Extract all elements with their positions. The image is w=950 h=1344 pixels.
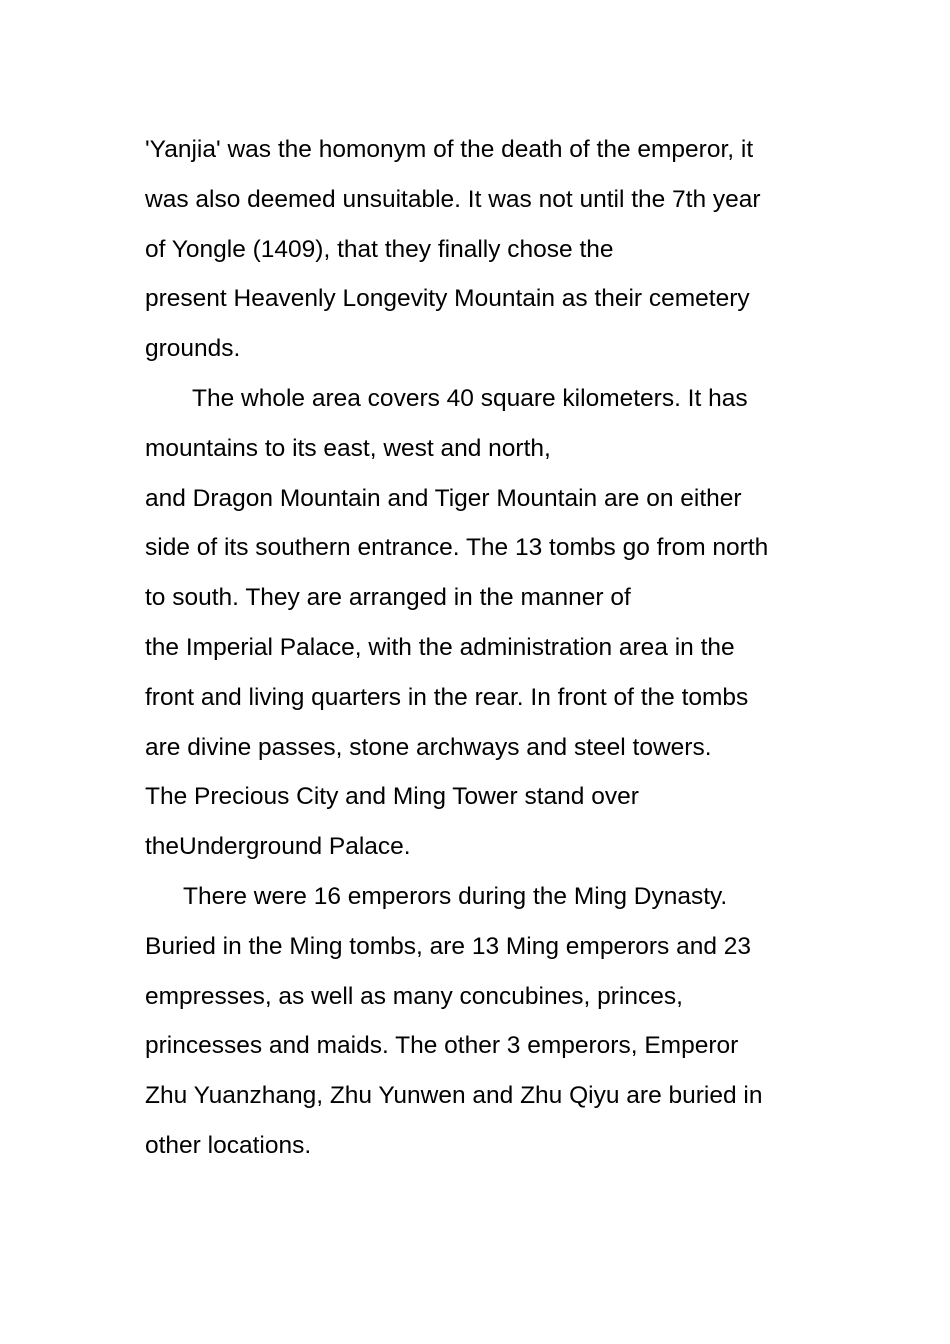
paragraph-1: [145, 125, 845, 374]
text-line: empresses, as well as many concubines, princes,: [145, 982, 683, 1010]
text-line: of Yongle (1409), that they finally chose the: [145, 235, 614, 263]
text-line: princesses and maids. The other 3 emperors, Emperor: [145, 1032, 739, 1060]
text-line: 'Yanjia' was the homonym of the death of the emperor, it: [145, 136, 754, 163]
text-line: side of its southern entrance. The 13 tombs go from north: [145, 534, 769, 562]
text-line: The whole area covers 40 square kilometers. It has: [192, 384, 748, 412]
text-line: front and living quarters in the rear. In front of the tombs: [145, 683, 749, 711]
text-line: other locations.: [145, 1131, 312, 1159]
text-line: and Dragon Mountain and Tiger Mountain are on either: [145, 484, 742, 512]
text-line: theUnderground Palace.: [145, 833, 411, 861]
text-line: the Imperial Palace, with the administration area in the: [145, 633, 735, 661]
text-line: The Precious City and Ming Tower stand over: [145, 783, 639, 811]
paragraph-3: [145, 872, 845, 1171]
document-body: [145, 125, 845, 1171]
text-line: to south. They are arranged in the manner of: [145, 584, 631, 612]
text-line: was also deemed unsuitable. It was not until the 7th year: [145, 185, 761, 213]
text-line: Zhu Yuanzhang, Zhu Yunwen and Zhu Qiyu are buried in: [145, 1082, 763, 1110]
text-line: present Heavenly Longevity Mountain as their cemetery: [145, 285, 750, 313]
text-line: mountains to its east, west and north,: [145, 434, 551, 462]
text-line: grounds.: [145, 335, 241, 363]
text-line: There were 16 emperors during the Ming Dynasty.: [183, 882, 728, 910]
text-line: Buried in the Ming tombs, are 13 Ming emperors and 23: [145, 932, 752, 960]
paragraph-2: [145, 374, 845, 872]
text-line: are divine passes, stone archways and steel towers.: [145, 733, 712, 761]
